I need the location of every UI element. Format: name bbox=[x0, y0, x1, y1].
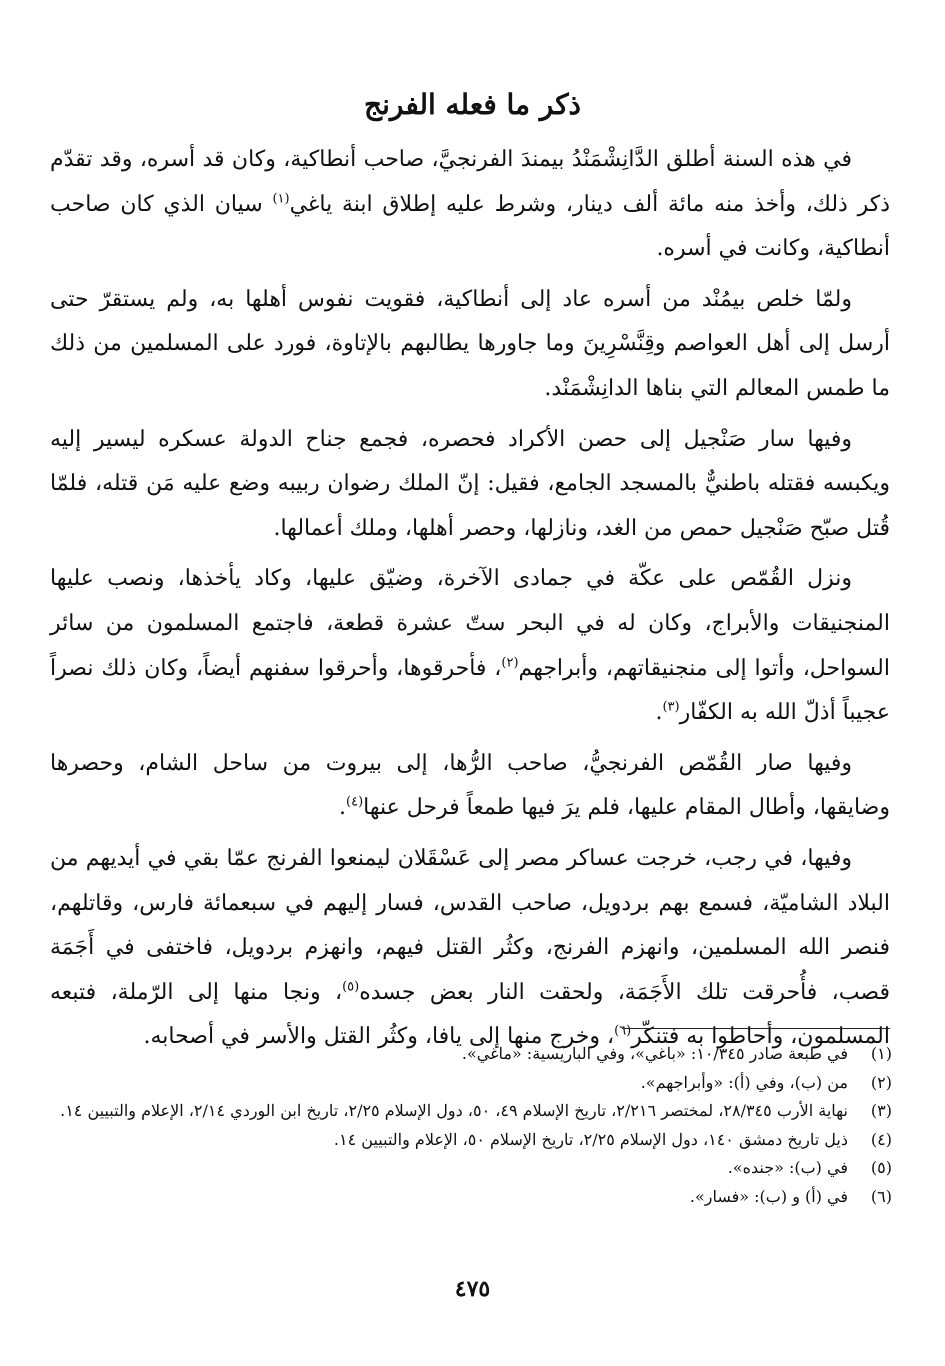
footnote-ref: (٤) bbox=[346, 794, 364, 810]
chapter-title: ذكر ما فعله الفرنج bbox=[364, 88, 581, 121]
footnote-ref: (٣) bbox=[662, 699, 680, 715]
main-text bbox=[50, 138, 890, 1066]
page-number: ٤٧٥ bbox=[454, 1276, 491, 1302]
footnote-number: (٦) bbox=[870, 1186, 892, 1206]
text-run: سيان الذي كان صاحب أنطاكية، وكانت في أسره. bbox=[50, 191, 890, 262]
footnote-ref: (٢) bbox=[501, 655, 519, 671]
footnote-number: (٥) bbox=[870, 1158, 892, 1177]
footnotes bbox=[50, 1040, 892, 1211]
footnote-text: في (أ) و (ب): «فسار». bbox=[689, 1186, 848, 1206]
paragraph bbox=[50, 557, 890, 735]
paragraph bbox=[50, 278, 890, 412]
footnote-text: في طبعة صادر ١٠/٣٤٥: «باغي»، وفي الباريسية: «ماغي». bbox=[461, 1044, 848, 1063]
text-run: ، ونجا منها إلى الرّملة، فتبعه المسلمون، وأحاطوا به فتنكّر bbox=[50, 979, 890, 1050]
footnote-number: (٣) bbox=[870, 1101, 892, 1120]
footnote-divider bbox=[622, 1028, 890, 1029]
text-run: ونزل القُمّص على عكّة في جمادى الآخرة، وضيّق عليها، وكاد يأخذها، ونصب عليها المنجنيقات والأبراج، وكان له في البحر ستّ عشرة قطعة، فاجتمع المسلمون من سائر السواحل، وأتوا إلى منجنيقاتهم، وأبراجهم bbox=[50, 566, 890, 681]
footnote-text: من (ب)، وفي (أ): «وأبراجهم». bbox=[640, 1072, 848, 1092]
text-run: . bbox=[339, 795, 347, 821]
text-run: ، وخرج منها إلى يافا، وكثُر القتل والأسر في أصحابه. bbox=[143, 1024, 615, 1050]
text-run: ، فأحرقوها، وأحرقوا سفنهم أيضاً، وكان ذلك نصراً عجيباً أذلّ الله به الكفّار bbox=[50, 655, 890, 726]
text-run: وفيها، في رجب، خرجت عساكر مصر إلى عَسْقَلان ليمنعوا الفرنج عمّا بقي في أيديهم من البلاد الشاميّة، فسمع بهم بردويل، صاحب القدس، فسار إليهم في سبعمائة فارس، وقاتلهم، فنصر الله المسلمين، وانهزم الفرنج، وكثُر القتل فيهم، وانهزم بردويل، فاختفى في أَجَمَة قصب، فأُحرقت تلك الأَجَمَة، ولحقت النار بعض جسده bbox=[50, 845, 890, 1005]
footnote-number: (٢) bbox=[870, 1072, 892, 1092]
footnote-text: نهاية الأرب ٢٨/٣٤٥، لمختصر ٢/٢١٦، تاريخ الإسلام ٤٩، ٥٠، دول الإسلام ٢/٢٥، تاريخ ابن الوردي ٢/١٤، الإعلام والتبيين ١٤. bbox=[60, 1101, 848, 1120]
text-run: ولمّا خلص بيمُنْد من أسره عاد إلى أنطاكية، فقويت نفوس أهلها به، ولم يستقرّ حتى أرسل إلى أهل العواصم وقِنَّسْرِينَ وما جاورها يطالبهم بالإتاوة، فورد على المسلمين من ذلك ما طمس المعالم التي بناها الدانِشْمَنْد. bbox=[50, 286, 890, 401]
footnote-ref: (١) bbox=[272, 191, 290, 207]
footnote-number: (١) bbox=[870, 1044, 892, 1063]
footnote bbox=[50, 1126, 892, 1155]
paragraph bbox=[50, 418, 890, 552]
text-run: في هذه السنة أطلق الدَّانِشْمَنْدُ بيمندَ الفرنجيَّ، صاحب أنطاكية، وكان قد أسره، وقد تقدّم ذكر ذلك، وأخذ منه مائة ألف دينار، وشرط عليه إطلاق ابنة ياغي bbox=[50, 147, 890, 217]
paragraph bbox=[50, 138, 890, 272]
footnote-ref: (٥) bbox=[342, 979, 360, 995]
text-run: وفيها صار القُمّص الفرنجيُّ، صاحب الرُّها، إلى بيروت من ساحل الشام، وحصرها وضايقها، وأطال المقام عليها، فلم يرَ فيها طمعاً فرحل عنها bbox=[50, 750, 890, 821]
footnote-ref: (٦) bbox=[614, 1023, 632, 1039]
footnote bbox=[50, 1097, 892, 1126]
footnote-text: ذيل تاريخ دمشق ١٤٠، دول الإسلام ٢/٢٥، تاريخ الإسلام ٥٠، الإعلام والتبيين ١٤. bbox=[333, 1129, 848, 1149]
text-run: وفيها سار صَنْجيل إلى حصن الأكراد فحصره، فجمع جناح الدولة عسكره ليسير إليه ويكبسه فقتله باطنيٌّ بالمسجد الجامع، فقيل: إنّ الملك رضوان ربيبه وضع عليه مَن قتله، فلمّا قُتل صبّح صَنْجيل حمص من الغد، ونازلها، وحصر أهلها، وملك أعمالها. bbox=[50, 426, 890, 541]
footnote-text: في (ب): «جنده». bbox=[727, 1158, 848, 1177]
footnote-number: (٤) bbox=[870, 1129, 892, 1149]
footnote bbox=[50, 1154, 892, 1183]
paragraph bbox=[50, 742, 890, 831]
footnote bbox=[50, 1040, 892, 1069]
text-run: . bbox=[655, 700, 663, 726]
paragraph bbox=[50, 837, 890, 1060]
footnote bbox=[50, 1069, 892, 1098]
footnote bbox=[50, 1183, 892, 1212]
